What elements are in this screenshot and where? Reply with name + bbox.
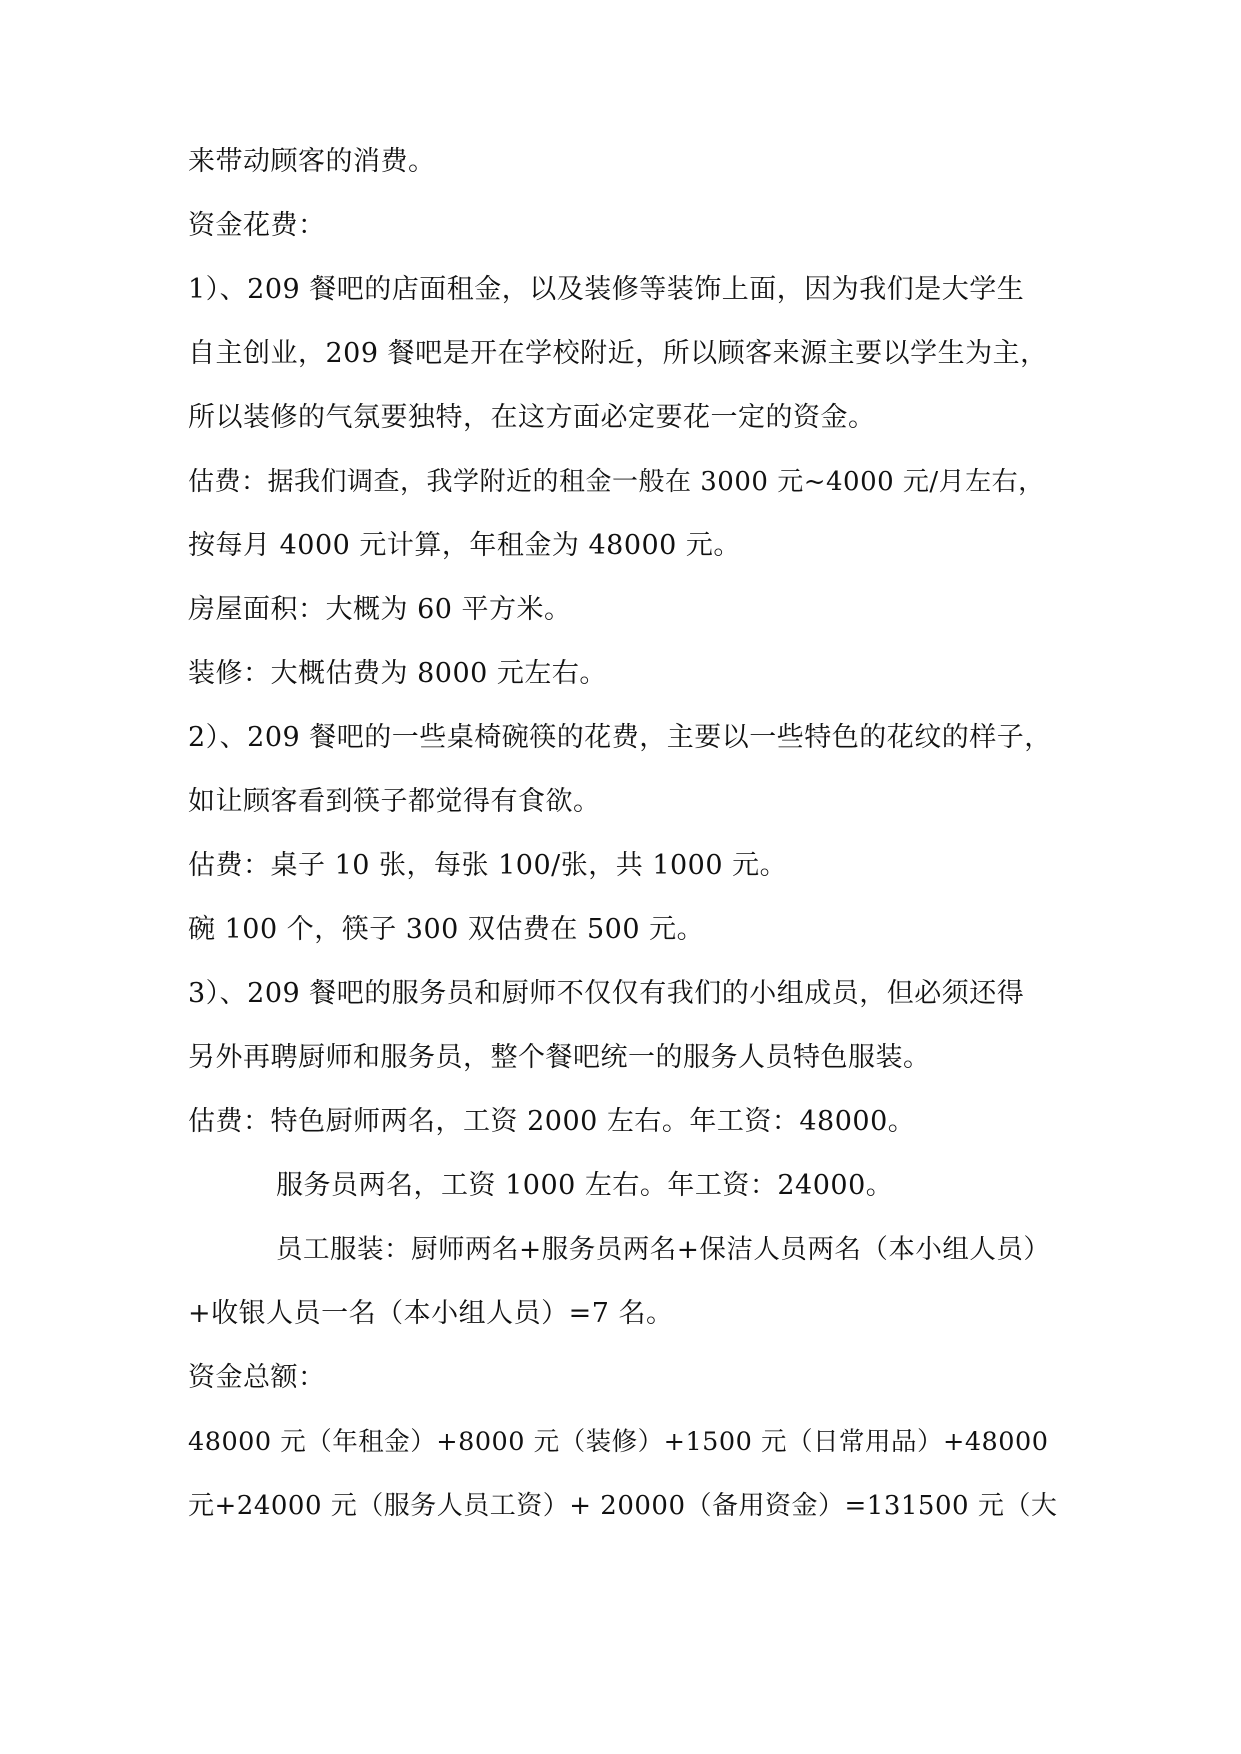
paragraph-line: 自主创业，209 餐吧是开在学校附近，所以顾客来源主要以学生为主， [188,338,1048,369]
paragraph-line: 碗 100 个，筷子 300 双估费在 500 元。 [188,914,705,945]
paragraph-line: 另外再聘厨师和服务员，整个餐吧统一的服务人员特色服装。 [188,1042,931,1073]
paragraph-line-indented: 服务员两名，工资 1000 左右。年工资：24000。 [276,1170,894,1201]
paragraph-line: 所以装修的气氛要独特，在这方面必定要花一定的资金。 [188,402,876,433]
paragraph-line: 估费：据我们调查，我学附近的租金一般在 3000 元~4000 元/月左右， [188,467,1045,497]
paragraph-line: 估费：桌子 10 张，每张 100/张，共 1000 元。 [188,850,788,881]
section-heading-total: 资金总额： [188,1362,326,1393]
paragraph-line: 房屋面积：大概为 60 平方米。 [188,594,572,625]
paragraph-line: 1）、209 餐吧的店面租金，以及装修等装饰上面，因为我们是大学生 [188,274,1025,305]
section-heading-funding: 资金花费： [188,210,326,241]
paragraph-line: 2）、209 餐吧的一些桌椅碗筷的花费，主要以一些特色的花纹的样子， [188,722,1052,753]
paragraph-line: +收银人员一名（本小组人员）=7 名。 [188,1298,674,1329]
paragraph-line: 如让顾客看到筷子都觉得有食欲。 [188,786,601,817]
paragraph-line: 48000 元（年租金）+8000 元（装修）+1500 元（日常用品）+48000 [188,1427,1049,1457]
paragraph-line: 估费：特色厨师两名，工资 2000 左右。年工资：48000。 [188,1106,916,1137]
paragraph-line: 3）、209 餐吧的服务员和厨师不仅仅有我们的小组成员，但必须还得 [188,978,1025,1009]
paragraph-line: 元+24000 元（服务人员工资）+ 20000（备用资金）=131500 元（大 [188,1491,1058,1521]
paragraph-line: 按每月 4000 元计算，年租金为 48000 元。 [188,530,741,561]
paragraph-line: 来带动顾客的消费。 [188,146,436,177]
paragraph-line-indented: 员工服装：厨师两名+服务员两名+保洁人员两名（本小组人员） [276,1234,1051,1265]
paragraph-line: 装修：大概估费为 8000 元左右。 [188,658,607,689]
